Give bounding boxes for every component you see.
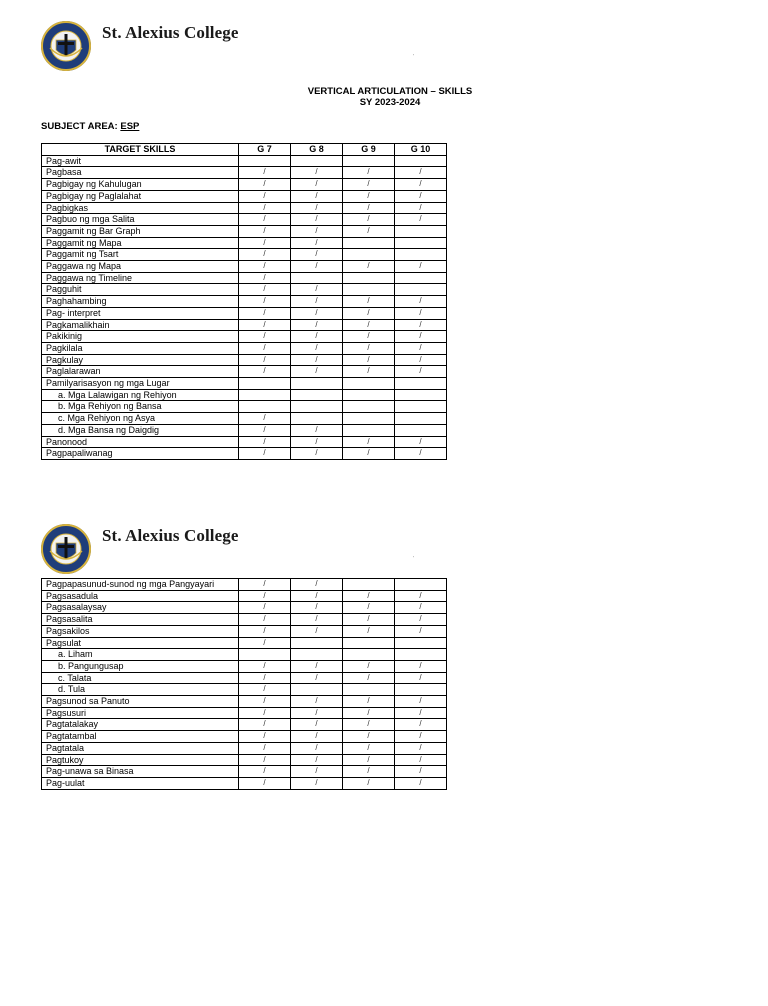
grade-mark-g7: / (239, 214, 291, 226)
grade-mark-g10: / (395, 614, 447, 626)
grade-mark-g9: / (343, 754, 395, 766)
table-row (42, 284, 447, 296)
skill-label: Pagpapasunud-sunod ng mga Pangyayari (42, 579, 239, 591)
grade-mark-g9 (343, 649, 395, 661)
table-row (42, 649, 447, 661)
grade-mark-g9: / (343, 436, 395, 448)
table-row (42, 707, 447, 719)
table-row (42, 366, 447, 378)
grade-mark-g10 (395, 684, 447, 696)
grade-mark-g7 (239, 401, 291, 413)
skill-label: Pagsakilos (42, 625, 239, 637)
grade-mark-g7: / (239, 766, 291, 778)
grade-mark-g10: / (395, 214, 447, 226)
grade-mark-g7: / (239, 777, 291, 789)
grade-mark-g10 (395, 378, 447, 390)
col-g10: G 10 (395, 144, 447, 156)
grade-mark-g8 (291, 401, 343, 413)
grade-mark-g9: / (343, 672, 395, 684)
grade-mark-g10: / (395, 366, 447, 378)
skill-label: Paggawa ng Timeline (42, 272, 239, 284)
grade-mark-g10 (395, 225, 447, 237)
grade-mark-g10 (395, 413, 447, 425)
grade-mark-g10: / (395, 625, 447, 637)
dot-mark: ' (413, 54, 414, 60)
table-row (42, 389, 447, 401)
grade-mark-g8: / (291, 202, 343, 214)
table-row (42, 602, 447, 614)
grade-mark-g8 (291, 378, 343, 390)
skill-label: Pagtatalakay (42, 719, 239, 731)
grade-mark-g7: / (239, 225, 291, 237)
grade-mark-g7: / (239, 319, 291, 331)
grade-mark-g10 (395, 637, 447, 649)
table-header-row (42, 144, 447, 156)
skill-label: Pag-unawa sa Binasa (42, 766, 239, 778)
grade-mark-g7: / (239, 696, 291, 708)
table-row (42, 684, 447, 696)
grade-mark-g7: / (239, 719, 291, 731)
grade-mark-g8: / (291, 342, 343, 354)
grade-mark-g8 (291, 155, 343, 167)
grade-mark-g8: / (291, 366, 343, 378)
grade-mark-g9 (343, 284, 395, 296)
grade-mark-g9: / (343, 766, 395, 778)
grade-mark-g8: / (291, 249, 343, 261)
grade-mark-g8: / (291, 331, 343, 343)
grade-mark-g7: / (239, 742, 291, 754)
table-row (42, 225, 447, 237)
grade-mark-g7: / (239, 190, 291, 202)
skill-label: Paggawa ng Mapa (42, 261, 239, 273)
grade-mark-g9 (343, 413, 395, 425)
grade-mark-g8: / (291, 602, 343, 614)
table-row (42, 202, 447, 214)
grade-mark-g7: / (239, 731, 291, 743)
table-row (42, 378, 447, 390)
table-row (42, 272, 447, 284)
grade-mark-g8: / (291, 237, 343, 249)
grade-mark-g10 (395, 249, 447, 261)
table-row (42, 742, 447, 754)
grade-mark-g7: / (239, 167, 291, 179)
grade-mark-g7: / (239, 249, 291, 261)
table-row (42, 436, 447, 448)
skill-label: Pagsulat (42, 637, 239, 649)
dot-mark: ' (413, 556, 414, 562)
grade-mark-g7: / (239, 672, 291, 684)
table-row (42, 614, 447, 626)
grade-mark-g8: / (291, 754, 343, 766)
grade-mark-g9: / (343, 625, 395, 637)
grade-mark-g8: / (291, 672, 343, 684)
grade-mark-g9 (343, 237, 395, 249)
table-row (42, 579, 447, 591)
table-row (42, 249, 447, 261)
skill-label: Pagpapaliwanag (42, 448, 239, 460)
grade-mark-g8: / (291, 696, 343, 708)
table-row (42, 625, 447, 637)
table-row (42, 331, 447, 343)
college-name: St. Alexius College (102, 23, 239, 42)
grade-mark-g8: / (291, 707, 343, 719)
grade-mark-g7: / (239, 754, 291, 766)
table-row (42, 719, 447, 731)
skill-label: Pagbigkas (42, 202, 239, 214)
grade-mark-g7: / (239, 590, 291, 602)
grade-mark-g7: / (239, 637, 291, 649)
document-title (0, 86, 768, 108)
grade-mark-g10 (395, 389, 447, 401)
grade-mark-g8: / (291, 284, 343, 296)
grade-mark-g8 (291, 637, 343, 649)
table-row (42, 237, 447, 249)
table-row (42, 731, 447, 743)
grade-mark-g8 (291, 684, 343, 696)
grade-mark-g9 (343, 249, 395, 261)
skill-label: Panonood (42, 436, 239, 448)
page2-header (40, 523, 460, 575)
grade-mark-g10: / (395, 436, 447, 448)
grade-mark-g10 (395, 284, 447, 296)
grade-mark-g7: / (239, 284, 291, 296)
grade-mark-g7: / (239, 202, 291, 214)
grade-mark-g9: / (343, 214, 395, 226)
table-row (42, 307, 447, 319)
grade-mark-g9: / (343, 660, 395, 672)
college-seal-logo (40, 20, 92, 72)
table-row (42, 413, 447, 425)
grade-mark-g10 (395, 237, 447, 249)
grade-mark-g8 (291, 413, 343, 425)
grade-mark-g7: / (239, 272, 291, 284)
skill-label: Pag- interpret (42, 307, 239, 319)
table-row (42, 660, 447, 672)
grade-mark-g10: / (395, 719, 447, 731)
table-row (42, 261, 447, 273)
grade-mark-g9 (343, 272, 395, 284)
grade-mark-g10: / (395, 602, 447, 614)
skill-label: Pagsunod sa Panuto (42, 696, 239, 708)
grade-mark-g7: / (239, 413, 291, 425)
grade-mark-g7: / (239, 707, 291, 719)
grade-mark-g8 (291, 649, 343, 661)
grade-mark-g9 (343, 155, 395, 167)
grade-mark-g8: / (291, 777, 343, 789)
grade-mark-g8: / (291, 590, 343, 602)
skill-label: Pagguhit (42, 284, 239, 296)
grade-mark-g10: / (395, 707, 447, 719)
grade-mark-g8: / (291, 625, 343, 637)
grade-mark-g10 (395, 401, 447, 413)
skills-table-2 (41, 578, 447, 790)
college-seal-logo (40, 523, 92, 575)
table-row (42, 448, 447, 460)
table-row (42, 167, 447, 179)
skill-label: a. Liham (42, 649, 239, 661)
table-row (42, 179, 447, 191)
grade-mark-g7: / (239, 354, 291, 366)
grade-mark-g8: / (291, 579, 343, 591)
grade-mark-g10: / (395, 202, 447, 214)
table-row (42, 766, 447, 778)
grade-mark-g9: / (343, 342, 395, 354)
grade-mark-g8 (291, 272, 343, 284)
subject-area (41, 121, 139, 132)
grade-mark-g9 (343, 401, 395, 413)
grade-mark-g10 (395, 155, 447, 167)
grade-mark-g7: / (239, 424, 291, 436)
table-row (42, 590, 447, 602)
grade-mark-g8: / (291, 296, 343, 308)
skill-label: Pagsasalaysay (42, 602, 239, 614)
skill-label: c. Mga Rehiyon ng Asya (42, 413, 239, 425)
grade-mark-g9: / (343, 225, 395, 237)
grade-mark-g10: / (395, 296, 447, 308)
skill-label: Pag-awit (42, 155, 239, 167)
skill-label: Paggamit ng Tsart (42, 249, 239, 261)
grade-mark-g10: / (395, 731, 447, 743)
grade-mark-g7: / (239, 331, 291, 343)
grade-mark-g10: / (395, 354, 447, 366)
grade-mark-g10: / (395, 754, 447, 766)
grade-mark-g10 (395, 649, 447, 661)
grade-mark-g7: / (239, 436, 291, 448)
skill-label: Pag-uulat (42, 777, 239, 789)
grade-mark-g10: / (395, 766, 447, 778)
grade-mark-g7 (239, 389, 291, 401)
grade-mark-g9: / (343, 202, 395, 214)
grade-mark-g7: / (239, 614, 291, 626)
grade-mark-g9 (343, 389, 395, 401)
table-row (42, 319, 447, 331)
grade-mark-g10 (395, 579, 447, 591)
grade-mark-g9: / (343, 696, 395, 708)
grade-mark-g10: / (395, 319, 447, 331)
grade-mark-g10: / (395, 331, 447, 343)
grade-mark-g8: / (291, 179, 343, 191)
grade-mark-g7: / (239, 307, 291, 319)
skill-label: Pagsusuri (42, 707, 239, 719)
grade-mark-g9: / (343, 719, 395, 731)
grade-mark-g10: / (395, 672, 447, 684)
skill-label: Pamilyarisasyon ng mga Lugar (42, 378, 239, 390)
grade-mark-g7 (239, 649, 291, 661)
skill-label: Pagkulay (42, 354, 239, 366)
grade-mark-g7: / (239, 296, 291, 308)
skill-label: Pagsasalita (42, 614, 239, 626)
table-row (42, 696, 447, 708)
grade-mark-g7: / (239, 579, 291, 591)
grade-mark-g10: / (395, 742, 447, 754)
table-row (42, 672, 447, 684)
subject-label: SUBJECT AREA: (41, 121, 118, 132)
col-g9: G 9 (343, 144, 395, 156)
table-row (42, 354, 447, 366)
table-row (42, 342, 447, 354)
grade-mark-g9: / (343, 190, 395, 202)
grade-mark-g10: / (395, 179, 447, 191)
skill-label: Pagtatambal (42, 731, 239, 743)
grade-mark-g10: / (395, 696, 447, 708)
grade-mark-g10: / (395, 590, 447, 602)
grade-mark-g10: / (395, 167, 447, 179)
grade-mark-g8: / (291, 614, 343, 626)
skill-label: Pagtukoy (42, 754, 239, 766)
table-row (42, 296, 447, 308)
grade-mark-g9: / (343, 167, 395, 179)
grade-mark-g9: / (343, 261, 395, 273)
grade-mark-g9: / (343, 707, 395, 719)
grade-mark-g7: / (239, 237, 291, 249)
grade-mark-g8: / (291, 719, 343, 731)
subject-value: ESP (120, 121, 140, 132)
grade-mark-g9: / (343, 307, 395, 319)
grade-mark-g10: / (395, 660, 447, 672)
title-line2: SY 2023-2024 (359, 97, 421, 108)
grade-mark-g10: / (395, 261, 447, 273)
skill-label: b. Mga Rehiyon ng Bansa (42, 401, 239, 413)
grade-mark-g7: / (239, 625, 291, 637)
grade-mark-g9: / (343, 331, 395, 343)
grade-mark-g7: / (239, 261, 291, 273)
table-row (42, 401, 447, 413)
table-row (42, 214, 447, 226)
grade-mark-g9: / (343, 602, 395, 614)
skills-table-1 (41, 143, 447, 460)
skill-label: Pagkilala (42, 342, 239, 354)
skill-label: c. Talata (42, 672, 239, 684)
skill-label: Pakikinig (42, 331, 239, 343)
grade-mark-g9: / (343, 731, 395, 743)
skill-label: a. Mga Lalawigan ng Rehiyon (42, 389, 239, 401)
grade-mark-g9: / (343, 614, 395, 626)
col-g7: G 7 (239, 144, 291, 156)
grade-mark-g10: / (395, 777, 447, 789)
table-row (42, 190, 447, 202)
grade-mark-g10: / (395, 342, 447, 354)
skill-label: Paggamit ng Mapa (42, 237, 239, 249)
grade-mark-g9: / (343, 296, 395, 308)
grade-mark-g8: / (291, 448, 343, 460)
grade-mark-g9 (343, 424, 395, 436)
skill-label: Paghahambing (42, 296, 239, 308)
skill-label: Pagbigay ng Paglalahat (42, 190, 239, 202)
skill-label: Pagbasa (42, 167, 239, 179)
grade-mark-g7: / (239, 684, 291, 696)
grade-mark-g10: / (395, 190, 447, 202)
grade-mark-g9: / (343, 354, 395, 366)
table-row (42, 754, 447, 766)
grade-mark-g9: / (343, 319, 395, 331)
grade-mark-g8: / (291, 424, 343, 436)
grade-mark-g8: / (291, 214, 343, 226)
grade-mark-g8: / (291, 436, 343, 448)
table-row (42, 637, 447, 649)
skill-label: Pagsasadula (42, 590, 239, 602)
skill-label: Pagkamalikhain (42, 319, 239, 331)
grade-mark-g8: / (291, 167, 343, 179)
grade-mark-g8: / (291, 766, 343, 778)
table-row (42, 777, 447, 789)
grade-mark-g10 (395, 424, 447, 436)
page1-header (40, 20, 460, 72)
grade-mark-g9: / (343, 590, 395, 602)
grade-mark-g9: / (343, 366, 395, 378)
grade-mark-g7 (239, 378, 291, 390)
title-line1: VERTICAL ARTICULATION – SKILLS (307, 86, 473, 97)
skill-label: Paglalarawan (42, 366, 239, 378)
grade-mark-g7: / (239, 448, 291, 460)
skill-label: Pagbuo ng mga Salita (42, 214, 239, 226)
col-target-skills: TARGET SKILLS (42, 144, 239, 156)
grade-mark-g8: / (291, 319, 343, 331)
grade-mark-g8: / (291, 354, 343, 366)
skill-label: Pagtatala (42, 742, 239, 754)
college-name: St. Alexius College (102, 526, 239, 545)
grade-mark-g9: / (343, 179, 395, 191)
grade-mark-g8: / (291, 261, 343, 273)
grade-mark-g9 (343, 637, 395, 649)
grade-mark-g7: / (239, 602, 291, 614)
grade-mark-g9: / (343, 448, 395, 460)
grade-mark-g8: / (291, 660, 343, 672)
grade-mark-g8 (291, 389, 343, 401)
skill-label: d. Tula (42, 684, 239, 696)
grade-mark-g8: / (291, 225, 343, 237)
skill-label: Paggamit ng Bar Graph (42, 225, 239, 237)
grade-mark-g7: / (239, 366, 291, 378)
grade-mark-g7: / (239, 179, 291, 191)
table-row (42, 424, 447, 436)
skill-label: b. Pangungusap (42, 660, 239, 672)
grade-mark-g9 (343, 684, 395, 696)
grade-mark-g9 (343, 579, 395, 591)
grade-mark-g7: / (239, 342, 291, 354)
grade-mark-g8: / (291, 307, 343, 319)
grade-mark-g8: / (291, 190, 343, 202)
grade-mark-g9 (343, 378, 395, 390)
grade-mark-g9: / (343, 742, 395, 754)
grade-mark-g10: / (395, 448, 447, 460)
grade-mark-g10: / (395, 307, 447, 319)
table-row (42, 155, 447, 167)
skill-label: Pagbigay ng Kahulugan (42, 179, 239, 191)
grade-mark-g10 (395, 272, 447, 284)
skill-label: d. Mga Bansa ng Daigdig (42, 424, 239, 436)
grade-mark-g7: / (239, 660, 291, 672)
grade-mark-g7 (239, 155, 291, 167)
grade-mark-g8: / (291, 731, 343, 743)
grade-mark-g9: / (343, 777, 395, 789)
grade-mark-g8: / (291, 742, 343, 754)
col-g8: G 8 (291, 144, 343, 156)
